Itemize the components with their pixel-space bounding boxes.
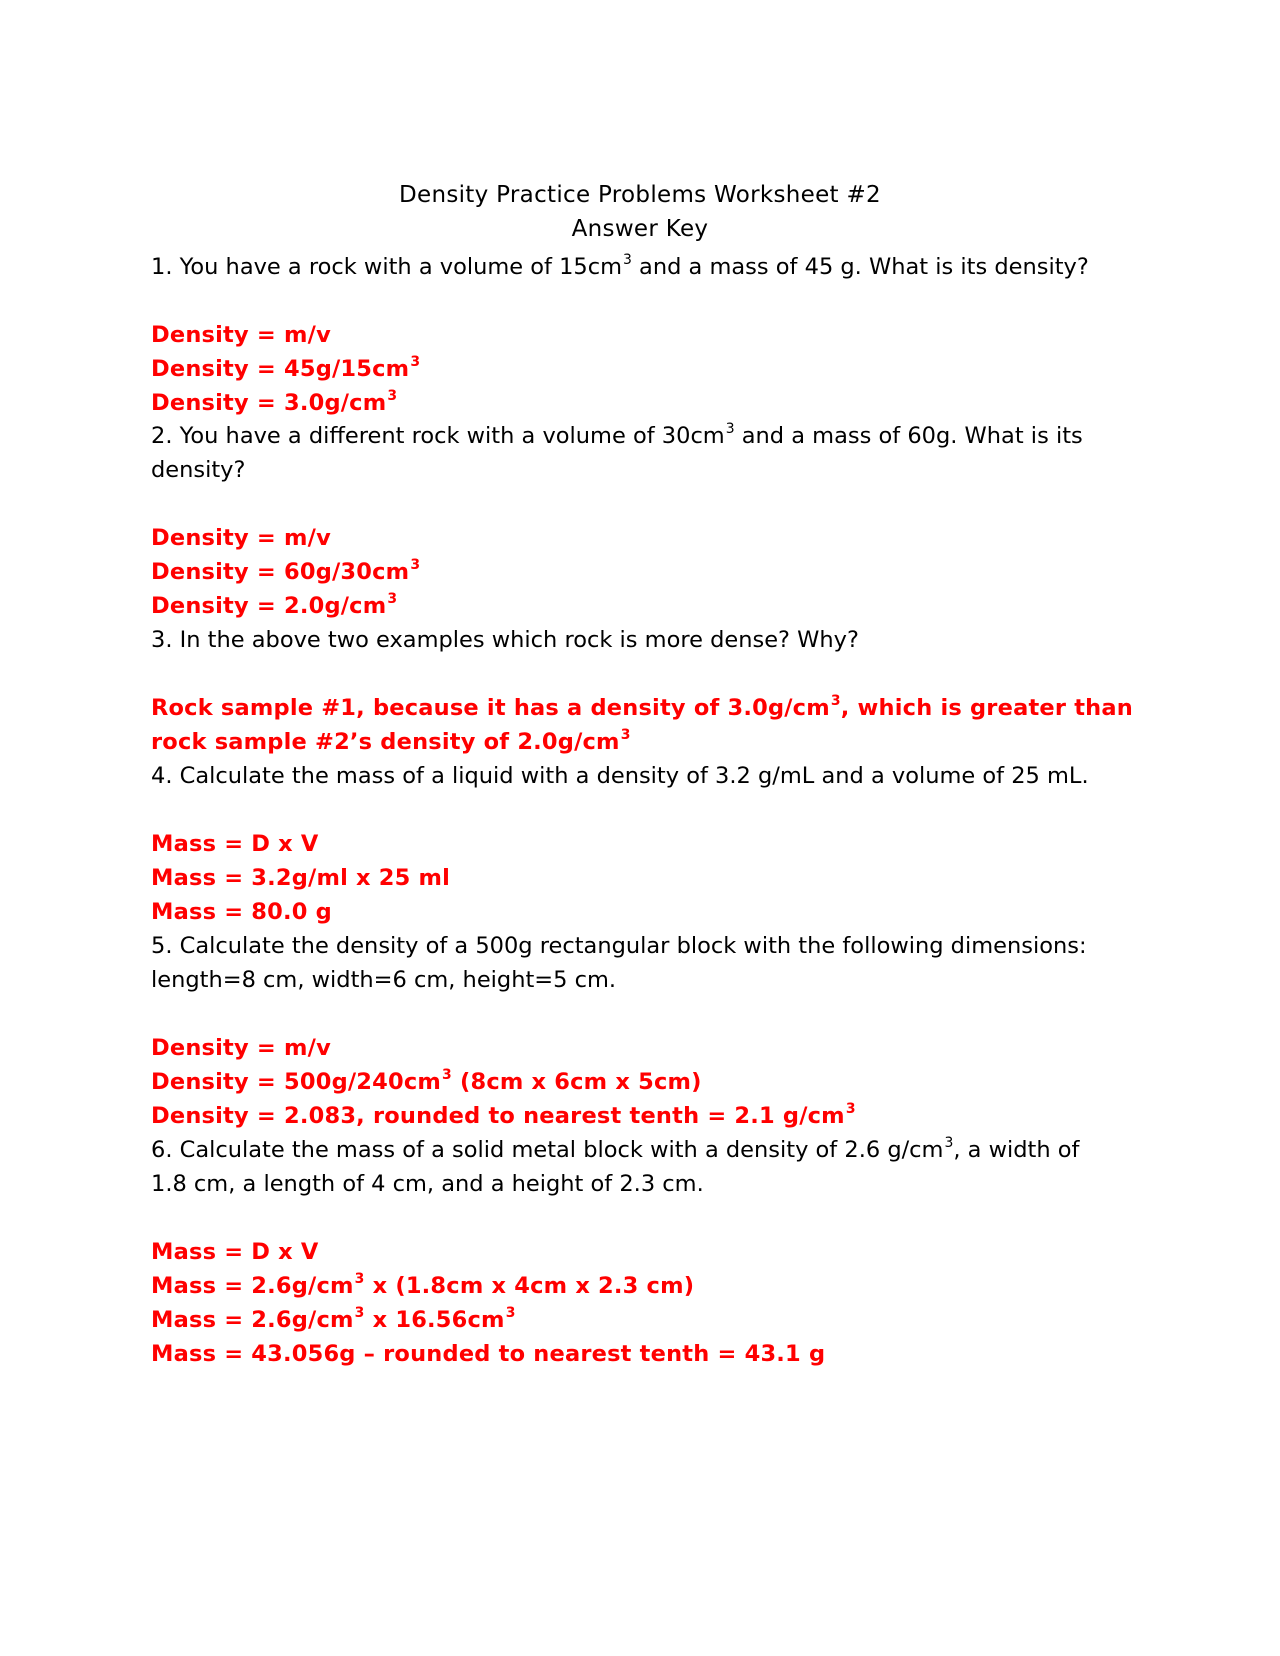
answer-5-line-2: Density = $500g/240cm^3$ (8cm x 6cm x 5cm)	[151, 1067, 702, 1095]
answer-2-line-1: Density = m/v	[151, 525, 331, 551]
answer-3-line-1: Rock sample #1, because it has a density of $3.0g/cm^3$, which is greater than	[151, 693, 1133, 721]
answer-3-line-2: rock sample #2’s density of $2.0g/cm^3$	[151, 727, 631, 755]
question-2-continued: density?	[151, 457, 246, 483]
answer-4-line-2: Mass = 3.2g/ml x 25 ml	[151, 865, 451, 891]
answer-1-line-1: Density = m/v	[151, 322, 331, 348]
answer-2-line-2: Density = $60g/30cm^3$	[151, 557, 421, 585]
question-2: 2. You have a different rock with a volume of $30cm^3$ and a mass of 60g. What is its	[151, 421, 1083, 449]
answer-6-line-3: Mass = $2.6g/cm^3$ x $16.56cm^3$	[151, 1305, 516, 1333]
answer-4-line-3: Mass = 80.0 g	[151, 899, 332, 925]
answer-4-line-1: Mass = D x V	[151, 831, 319, 857]
answer-2-line-3: Density = $2.0g/cm^3$	[151, 591, 398, 619]
page-subtitle: Answer Key	[571, 216, 709, 242]
question-3: 3. In the above two examples which rock is more dense? Why?	[151, 627, 859, 653]
answer-6-line-4: Mass = 43.056g – rounded to nearest tenth = 43.1 g	[151, 1341, 826, 1367]
answer-1-line-3: Density = $3.0g/cm^3$	[151, 388, 398, 416]
answer-5-line-1: Density = m/v	[151, 1035, 331, 1061]
question-4: 4. Calculate the mass of a liquid with a density of 3.2 g/mL and a volume of 25 mL.	[151, 763, 1089, 789]
answer-1-line-2: Density = $45g/15cm^3$	[151, 354, 421, 382]
answer-6-line-2: Mass = $2.6g/cm^3$ x (1.8cm x 4cm x 2.3 cm)	[151, 1271, 695, 1299]
question-1: 1. You have a rock with a volume of $15cm^3$ and a mass of 45 g. What is its density?	[151, 252, 1089, 280]
question-5-continued: length=8 cm, width=6 cm, height=5 cm.	[151, 967, 617, 993]
answer-6-line-1: Mass = D x V	[151, 1239, 319, 1265]
question-6: 6. Calculate the mass of a solid metal block with a density of 2.6 $g/cm^3$, a width of	[151, 1135, 1080, 1163]
answer-5-line-3: Density = 2.083, rounded to nearest tenth = 2.1 $g/cm^3$	[151, 1101, 856, 1129]
page-title: Density Practice Problems Worksheet #2	[399, 182, 881, 208]
question-6-continued: 1.8 cm, a length of 4 cm, and a height of 2.3 cm.	[151, 1171, 704, 1197]
question-5: 5. Calculate the density of a 500g rectangular block with the following dimensions:	[151, 933, 1087, 959]
